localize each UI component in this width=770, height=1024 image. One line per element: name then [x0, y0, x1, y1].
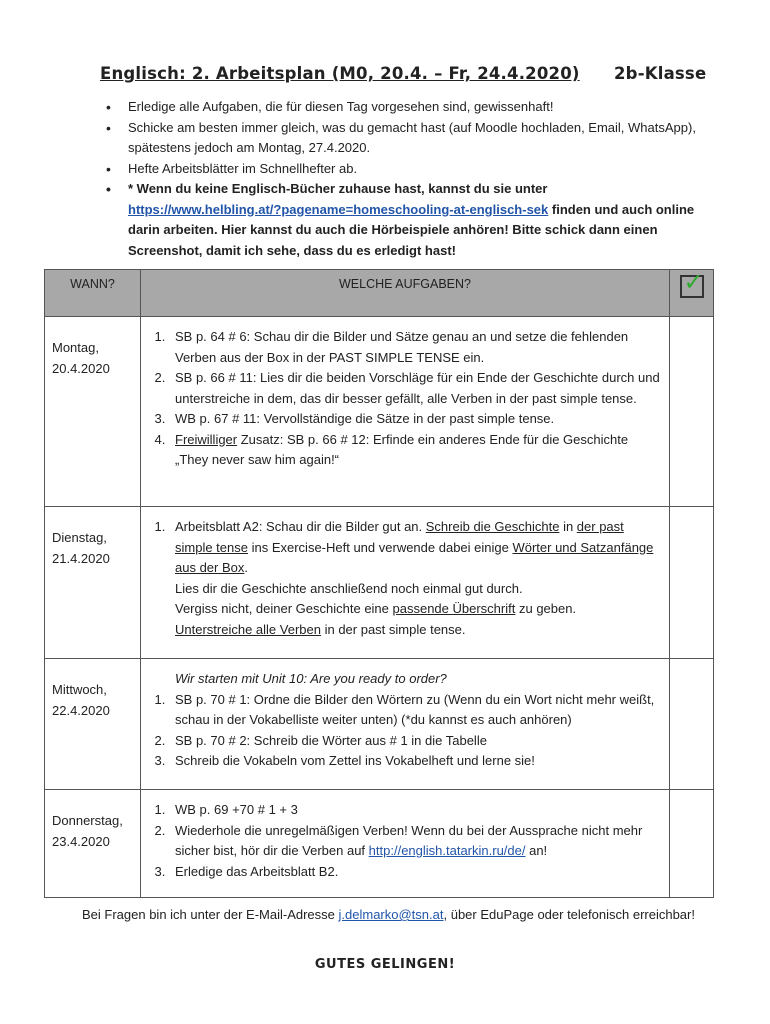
task-item: 1. WB p. 69 +70 # 1 + 3	[169, 800, 661, 821]
column-header-wann: WANN?	[45, 270, 141, 317]
task-item: 2. SB p. 66 # 11: Lies dir die beiden Vorschläge für ein Ende der Geschichte durch und unterstreiche in dem, das dir besser gefällt, alle Verben in der past simple tense.	[169, 368, 661, 409]
contact-text: , über EduPage oder telefonisch erreichbar!	[443, 907, 695, 922]
day-name: Dienstag,	[52, 530, 107, 545]
books-note-text: * Wenn du keine Englisch-Bücher zuhause hast, kannst du sie unter	[128, 181, 548, 196]
day-date: 23.4.2020	[52, 834, 110, 849]
column-header-aufgaben: WELCHE AUFGABEN?	[141, 270, 670, 317]
table-row	[45, 659, 714, 790]
plan-table	[44, 269, 714, 898]
page-title	[100, 64, 720, 83]
check-cell[interactable]	[670, 317, 714, 507]
instruction-list	[106, 97, 726, 261]
task-item: 1. SB p. 70 # 1: Ordne die Bilder den Wörtern zu (Wenn du ein Wort nicht mehr weißt, schau in der Vokabelliste weiter unten) (*du kannst es auch anhören)	[169, 690, 661, 731]
day-cell	[45, 790, 141, 898]
verbs-link[interactable]: http://english.tatarkin.ru/de/	[368, 843, 526, 858]
email-link[interactable]: j.delmarko@tsn.at	[338, 907, 444, 922]
optional-label: Freiwilliger	[175, 431, 238, 447]
task-text: in der past simple tense.	[320, 621, 466, 637]
day-cell	[45, 659, 141, 790]
plan-title: Englisch: 2. Arbeitsplan (M0, 20.4. – Fr, 24.4.2020)	[100, 64, 580, 83]
check-cell[interactable]	[670, 659, 714, 790]
check-cell[interactable]	[670, 790, 714, 898]
task-emphasis: passende Überschrift	[392, 601, 516, 616]
task-item: 3. Schreib die Vokabeln vom Zettel ins Vokabelheft und lerne sie!	[169, 751, 661, 772]
instruction-item: • Hefte Arbeitsblätter im Schnellhefter ab.	[106, 159, 726, 180]
tasks-cell	[141, 507, 670, 659]
task-item	[169, 821, 661, 862]
task-text: ins Exercise-Heft und verwende dabei einige	[247, 539, 513, 555]
table-row	[45, 507, 714, 659]
tasks-cell	[141, 659, 670, 790]
task-item: 1. SB p. 64 # 6: Schau dir die Bilder und Sätze genau an und setze die fehlenden Verben aus der Box in der PAST SIMPLE TENSE ein.	[169, 327, 661, 368]
task-text: .	[244, 560, 248, 575]
day-cell	[45, 507, 141, 659]
day-name: Mittwoch,	[52, 682, 107, 697]
task-emphasis: Unterstreiche alle Verben	[175, 621, 321, 637]
contact-note	[82, 905, 702, 925]
task-emphasis: Wörter und Satzanfänge aus der Box	[175, 539, 654, 575]
closing-text: GUTES GELINGEN!	[314, 957, 456, 972]
table-row	[45, 790, 714, 898]
instruction-item: • Erledige alle Aufgaben, die für diesen Tag vorgesehen sind, gewissenhaft!	[106, 97, 726, 118]
task-emphasis: Schreib die Geschichte	[425, 519, 560, 534]
instruction-item-books	[106, 179, 726, 261]
task-emphasis: der past simple tense	[175, 519, 624, 555]
instruction-item: • Schicke am besten immer gleich, was du gemacht hast (auf Moodle hochladen, Email, WhatsApp), spätestens jedoch am Montag, 27.4.2020.	[106, 118, 726, 159]
task-text: Zusatz: SB p. 66 # 12: Erfinde ein anderes Ende für die Geschichte „They never saw him again!“	[175, 431, 629, 467]
books-note-rest: finden und auch online darin arbeiten. Hier kannst du auch die Hörbeispiele anhören! Bitte schick dann einen Screenshot, damit ich sehe, dass du es erledigt hast!	[128, 201, 695, 258]
unit-intro: Wir starten mit Unit 10: Are you ready to order?	[175, 671, 447, 686]
task-item: 3. Erledige das Arbeitsblatt B2.	[169, 862, 661, 883]
check-cell[interactable]	[670, 507, 714, 659]
task-text: Vergiss nicht, deiner Geschichte eine	[175, 601, 393, 616]
task-text: Lies dir die Geschichte anschließend noch einmal gut durch.	[175, 580, 523, 596]
contact-text: Bei Fragen bin ich unter der E-Mail-Adresse	[82, 907, 339, 922]
day-date: 21.4.2020	[52, 551, 110, 566]
task-item: 3. WB p. 67 # 11: Vervollständige die Sätze in der past simple tense.	[169, 409, 661, 430]
tasks-cell	[141, 317, 670, 507]
day-date: 20.4.2020	[52, 361, 110, 376]
task-text: Wiederhole die unregelmäßigen Verben! Wenn du bei der Aussprache nicht mehr sicher bist, hör dir die Verben auf	[175, 822, 643, 858]
task-item: 2. SB p. 70 # 2: Schreib die Wörter aus # 1 in die Tabelle	[169, 731, 661, 752]
table-header-row	[45, 270, 714, 317]
column-header-check	[670, 270, 714, 317]
task-item	[169, 430, 661, 471]
task-text: an!	[525, 843, 548, 858]
day-name: Donnerstag,	[52, 813, 123, 828]
task-text: Arbeitsblatt A2: Schau dir die Bilder gut an.	[175, 519, 426, 534]
checkbox-checked-icon: ✓	[680, 275, 704, 298]
class-label: 2b-Klasse	[614, 64, 707, 83]
table-row	[45, 317, 714, 507]
day-date: 22.4.2020	[52, 703, 110, 718]
task-item	[169, 517, 661, 640]
helbling-link[interactable]: https://www.helbling.at/?pagename=homeschooling-at-englisch-sek	[128, 201, 549, 217]
tasks-cell	[141, 790, 670, 898]
task-text: in	[559, 519, 577, 534]
day-name: Montag,	[52, 340, 99, 355]
task-text: zu geben.	[515, 601, 577, 616]
day-cell	[45, 317, 141, 507]
